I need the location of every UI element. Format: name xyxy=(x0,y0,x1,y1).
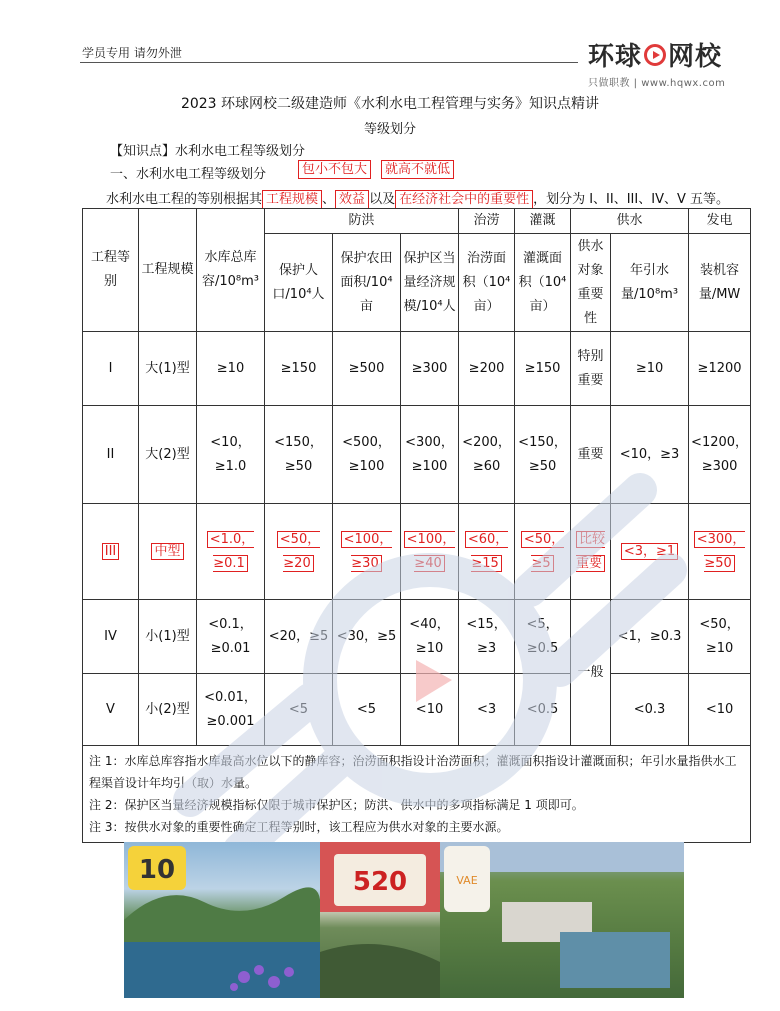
cell-drain-text: <60，≥15 xyxy=(465,531,508,572)
th-group-power: 发电 xyxy=(689,209,751,234)
cell-water-text: <3，≥1 xyxy=(621,543,678,560)
logo-subtitle: 只做职教 | www.hqwx.com xyxy=(588,78,726,89)
th-scale: 工程规模 xyxy=(139,209,197,332)
cell-farm: <5 xyxy=(333,674,401,746)
logo-brand-b: 网校 xyxy=(668,42,723,72)
mascot-10-icon: 10 xyxy=(138,855,176,885)
th-grade: 工程等别 xyxy=(83,209,139,332)
cell-grade: IV xyxy=(83,600,139,674)
table-notes xyxy=(83,746,751,843)
cell-grade: II xyxy=(83,406,139,504)
annotation-tag-2-text: 就高不就低 xyxy=(381,160,454,179)
cell-irrig: <150，≥50 xyxy=(515,406,571,504)
bottle-label-text: VAE xyxy=(456,874,478,887)
cell-pop xyxy=(265,504,333,600)
knowledge-point: 【知识点】水利水电工程等级划分 xyxy=(110,144,306,159)
th-group-irrig: 灌溉 xyxy=(515,209,571,234)
cell-power xyxy=(689,504,751,600)
th-group-drain: 治涝 xyxy=(459,209,515,234)
desc-keyword-benefit: 效益 xyxy=(335,190,369,209)
cell-pop: ≥150 xyxy=(265,332,333,406)
note-2: 注 2：保护区当量经济规模指标仅限于城市保护区；防洪、供水中的多项指标满足 1 项即可。 xyxy=(89,798,584,812)
desc-keyword-scale: 工程规模 xyxy=(262,190,322,209)
th-pop: 保护人口/10⁴人 xyxy=(265,234,333,332)
th-drain: 治涝面积（10⁴亩） xyxy=(459,234,515,332)
cell-farm-text: <100，≥30 xyxy=(341,531,393,572)
dam-photo xyxy=(440,842,684,998)
cell-irrig: <0.5 xyxy=(515,674,571,746)
header-rule xyxy=(80,62,578,63)
th-group-flood: 防洪 xyxy=(265,209,459,234)
cell-pop: <5 xyxy=(265,674,333,746)
cell-power: <50，≥10 xyxy=(689,600,751,674)
table-row xyxy=(83,674,751,746)
cell-capacity: <10，≥1.0 xyxy=(197,406,265,504)
cell-irrig xyxy=(515,504,571,600)
table-row-highlighted xyxy=(83,504,751,600)
table-row xyxy=(83,600,751,674)
cell-pop-text: <50，≥20 xyxy=(277,531,320,572)
cell-scale: 小(2)型 xyxy=(139,674,197,746)
section-heading: 一、水利水电工程等级划分 xyxy=(110,167,267,182)
hqwx-logo xyxy=(588,36,728,89)
cell-power: <1200，≥300 xyxy=(689,406,751,504)
cell-scale: 小(1)型 xyxy=(139,600,197,674)
cell-capacity: <0.1，≥0.01 xyxy=(197,600,265,674)
cell-farm: ≥500 xyxy=(333,332,401,406)
annotation-tag-2 xyxy=(381,160,454,179)
note-1: 注 1：水库总库容指水库最高水位以下的静库容；治涝面积指设计治涝面积；灌溉面积指设计灌溉面积；年引水量指供水工程渠首设计年均引（取）水量。 xyxy=(89,754,737,790)
annotation-tag-1 xyxy=(298,160,371,179)
annotation-tag-1-text: 包小不包大 xyxy=(298,160,371,179)
cell-scale xyxy=(139,504,197,600)
logo-play-icon xyxy=(644,44,666,66)
cell-water: <0.3 xyxy=(611,674,689,746)
cell-supply-object: 一般 xyxy=(571,600,611,746)
cell-econ: <300，≥100 xyxy=(401,406,459,504)
cell-econ: <10 xyxy=(401,674,459,746)
cell-econ-text: <100，≥40 xyxy=(404,531,456,572)
cell-supply-object xyxy=(571,504,611,600)
table-row xyxy=(83,406,751,504)
doc-subtitle: 等级划分 xyxy=(363,122,416,137)
th-supply-object: 供水对象重要性 xyxy=(571,234,611,332)
cell-farm xyxy=(333,504,401,600)
desc-mid: 以及 xyxy=(369,192,396,207)
logo-brand-a: 环球 xyxy=(588,42,643,72)
th-power: 装机容量/MW xyxy=(689,234,751,332)
grading-table xyxy=(82,208,751,843)
cell-capacity: ≥10 xyxy=(197,332,265,406)
cell-scale: 大(2)型 xyxy=(139,406,197,504)
cell-farm: <30，≥5 xyxy=(333,600,401,674)
cell-capacity xyxy=(197,504,265,600)
cell-grade xyxy=(83,504,139,600)
reservoir-photo xyxy=(124,842,320,998)
cell-pop: <150，≥50 xyxy=(265,406,333,504)
cell-grade-text: III xyxy=(102,543,120,560)
cell-grade: I xyxy=(83,332,139,406)
grading-description xyxy=(106,188,729,209)
desc-suffix: ，划分为 I、II、III、IV、V 五等。 xyxy=(533,192,729,207)
badge-520-text: 520 xyxy=(352,867,408,897)
cell-drain: <3 xyxy=(459,674,515,746)
cell-farm: <500，≥100 xyxy=(333,406,401,504)
cell-power: ≥1200 xyxy=(689,332,751,406)
th-group-supply: 供水 xyxy=(571,209,689,234)
cell-drain: ≥200 xyxy=(459,332,515,406)
badge-photo xyxy=(320,842,440,998)
cell-drain: <15，≥3 xyxy=(459,600,515,674)
th-capacity: 水库总库容/10⁸m³ xyxy=(197,209,265,332)
doc-title: 2023 环球网校二级建造师《水利水电工程管理与实务》知识点精讲 xyxy=(180,96,600,112)
desc-keyword-importance: 在经济社会中的重要性 xyxy=(395,190,533,209)
th-water: 年引水量/10⁸m³ xyxy=(611,234,689,332)
cell-drain: <200，≥60 xyxy=(459,406,515,504)
th-irrig: 灌溉面积（10⁴亩） xyxy=(515,234,571,332)
th-econ: 保护区当量经济规模/10⁴人 xyxy=(401,234,459,332)
table-notes-row xyxy=(83,746,751,843)
cell-scale: 大(1)型 xyxy=(139,332,197,406)
cell-capacity: <0.01，≥0.001 xyxy=(197,674,265,746)
note-3: 注 3：按供水对象的重要性确定工程等别时，该工程应为供水对象的主要水源。 xyxy=(89,820,509,834)
cell-scale-text: 中型 xyxy=(151,543,183,560)
table-row xyxy=(83,332,751,406)
cell-econ: ≥300 xyxy=(401,332,459,406)
desc-sep: 、 xyxy=(322,192,336,207)
cell-irrig: ≥150 xyxy=(515,332,571,406)
cell-power: <10 xyxy=(689,674,751,746)
cell-water: ≥10 xyxy=(611,332,689,406)
cell-grade: V xyxy=(83,674,139,746)
th-farm: 保护农田面积/10⁴亩 xyxy=(333,234,401,332)
cell-econ: <40，≥10 xyxy=(401,600,459,674)
cell-irrig: <5，≥0.5 xyxy=(515,600,571,674)
cell-supply-object-text: 比较重要 xyxy=(576,531,606,571)
cell-supply-object: 特别重要 xyxy=(571,332,611,406)
cell-capacity-text: <1.0，≥0.1 xyxy=(207,531,255,572)
desc-prefix: 水利水电工程的等别根据其 xyxy=(106,192,263,207)
cell-water: <10，≥3 xyxy=(611,406,689,504)
cell-water: <1，≥0.3 xyxy=(611,600,689,674)
cell-pop: <20，≥5 xyxy=(265,600,333,674)
cell-power-text: <300，≥50 xyxy=(694,531,746,572)
photo-strip xyxy=(124,842,684,998)
cell-drain xyxy=(459,504,515,600)
cell-irrig-text: <50，≥5 xyxy=(521,531,564,572)
cell-supply-object: 重要 xyxy=(571,406,611,504)
cell-water xyxy=(611,504,689,600)
cell-econ xyxy=(401,504,459,600)
header-notice: 学员专用 请勿外泄 xyxy=(82,46,182,60)
